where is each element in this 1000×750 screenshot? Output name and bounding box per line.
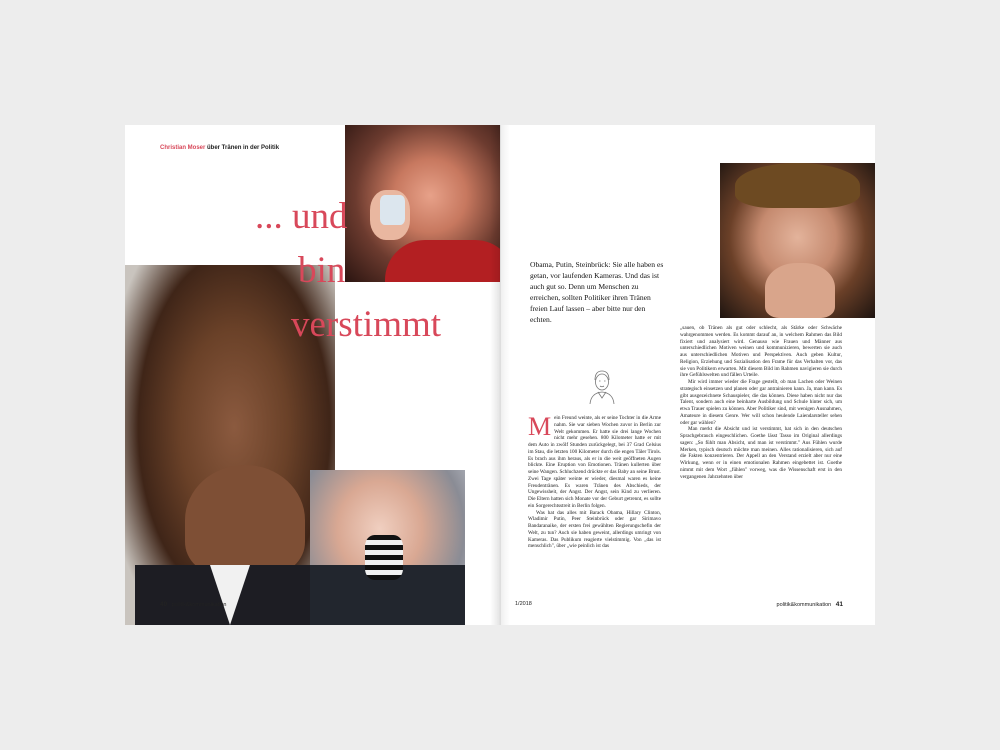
body-paragraph: Man merkt die Absicht und ist verstimmt, hat sich in den deutschen Sprachgebrauch eingeschlichen. Goethe lässt Tasso im Original allerdings sagen: „So fühlt man Absicht, und man ist verstimmt." Aus Fühlen wurde Merken, typisch deutsch möchte man meinen. Alles rationalisieren, sich auf die Fakten konzentrieren. Der Appell an den Verstand erzielt aber nur eine Wirkung, wenn er in einen emotionalen Rahmen eingebettet ist. Goethe nimmt mit dem Wort „fühlen" vorweg, was die Wissenschaft erst in den vergangenen Jahrzehnten über: [680, 426, 842, 480]
body-paragraph: ein Freund weinte, als er seine Tochter in die Arme nahm. Sie war sieben Wochen zuvor in Berlin zur Welt gekommen. Er hatte sie drei lange Wochen nicht mehr gesehen. 800 Kilometer hatte er mit dem Auto in zwölf Stunden zurückgelegt, bei 37 Grad Celsius im Stau, die letzten 100 Kilometer durch die engen Täler Tirols. Es brach aus ihm heraus, als er in die weit geöffneten Augen blickte. Eine Eruption von Emotionen. Tränen kullerten über seine Wangen. Schluchzend drückte er das Baby an seine Brust. Zwei Tage später weinte er wieder, diesmal waren es keine Freudentränen. Es waren Tränen des Abschieds, der Ungewissheit, der Angst. Der Angst, sein Kind zu verlieren. Die Eltern hatten sich Monate vor der Geburt getrennt, es sollte ein Sorgerechtsstreit in Berlin folgen.: [528, 415, 661, 509]
page-number-right: 41: [835, 601, 843, 608]
magazine-spread: [125, 125, 875, 625]
right-page: [500, 125, 875, 625]
body-paragraph: „sauen, ob Tränen als gut oder schlecht, als Stärke oder Schwäche wahrgenommen werden. Es kommt darauf an, in welchem Rahmen das Bild fixiert und analysiert wird. Genauso wie Frauen und Männer aus unterschiedlichen Motiven weinen und kommunizieren, bewerten sie auch aus unterschiedlichen Motiven und Perspektiven. Auch geben Kultur, Religion, Erziehung und Sozialisation den Frame für das Verhalten vor, das sie von Politikern erwarten. Mit diesem Bild im Rahmen navigieren sie durch ihre Gefühlswelten und fällen Urteile.: [680, 325, 842, 379]
left-page: [125, 125, 500, 625]
kicker: [160, 145, 279, 151]
page-number-left: 40: [160, 601, 168, 608]
folio-left-label: politik&kommunikation: [171, 602, 227, 608]
body-column-1: [528, 412, 661, 550]
kicker-author: Christian Moser: [160, 145, 206, 151]
folio-issue: [515, 601, 532, 607]
author-portrait-icon: [582, 366, 622, 406]
headline-line-3: verstimmt: [291, 304, 442, 345]
headline-line-1: ... und: [255, 196, 348, 237]
body-paragraph: Mir wird immer wieder die Frage gestellt, ob man Lachen oder Weinen strategisch einsetzen und planen oder gar antrainieren kann. Ja, man kann. Es gibt ausgezeichnete Schauspieler, die das können. Diese haben nicht nur das Talent, sondern auch eine beinharte Ausbildung und Schule hinter sich, um etwa Trauer spielen zu können. Aber Politiker sind, mit wenigen Ausnahmen, Amateure in diesem Genre. Wer will schon heulende Laiendarsteller sehen oder gar wählen?: [680, 379, 842, 426]
folio-right-label: politik&kommunikation: [776, 602, 832, 608]
body-paragraph: Was hat das alles mit Barack Obama, Hillary Clinton, Wladimir Putin, Peer Steinbrück oder gar Sirimavo Bandaranaike, der ersten frei gewählten Regierungschefin der Welt, zu tun? Auch sie haben geweint, allerdings umringt von Kameras. Das Publikum reagierte vielstimmig. Von „das ist menschlich", über „wie peinlich ist das: [528, 509, 661, 550]
kicker-topic: über Tränen in der Politik: [207, 145, 280, 151]
headline-line-2: bin: [298, 250, 346, 291]
headline: [255, 190, 495, 352]
photo-clinton: [720, 163, 875, 318]
intro-text: Obama, Putin, Steinbrück: Sie alle haben es getan, vor laufenden Kameras. Und das ist auch gut so. Denn um Menschen zu erreichen, sollten Politiker ihren Tränen freien Lauf lassen – aber bitte nur den echten.: [530, 260, 664, 324]
photo-putin: [310, 470, 465, 625]
issue-number: 1/2018: [515, 601, 532, 607]
drop-cap: M: [528, 412, 552, 441]
folio-left: [160, 601, 226, 608]
folio-right: [777, 601, 843, 608]
body-column-2: [680, 325, 842, 480]
